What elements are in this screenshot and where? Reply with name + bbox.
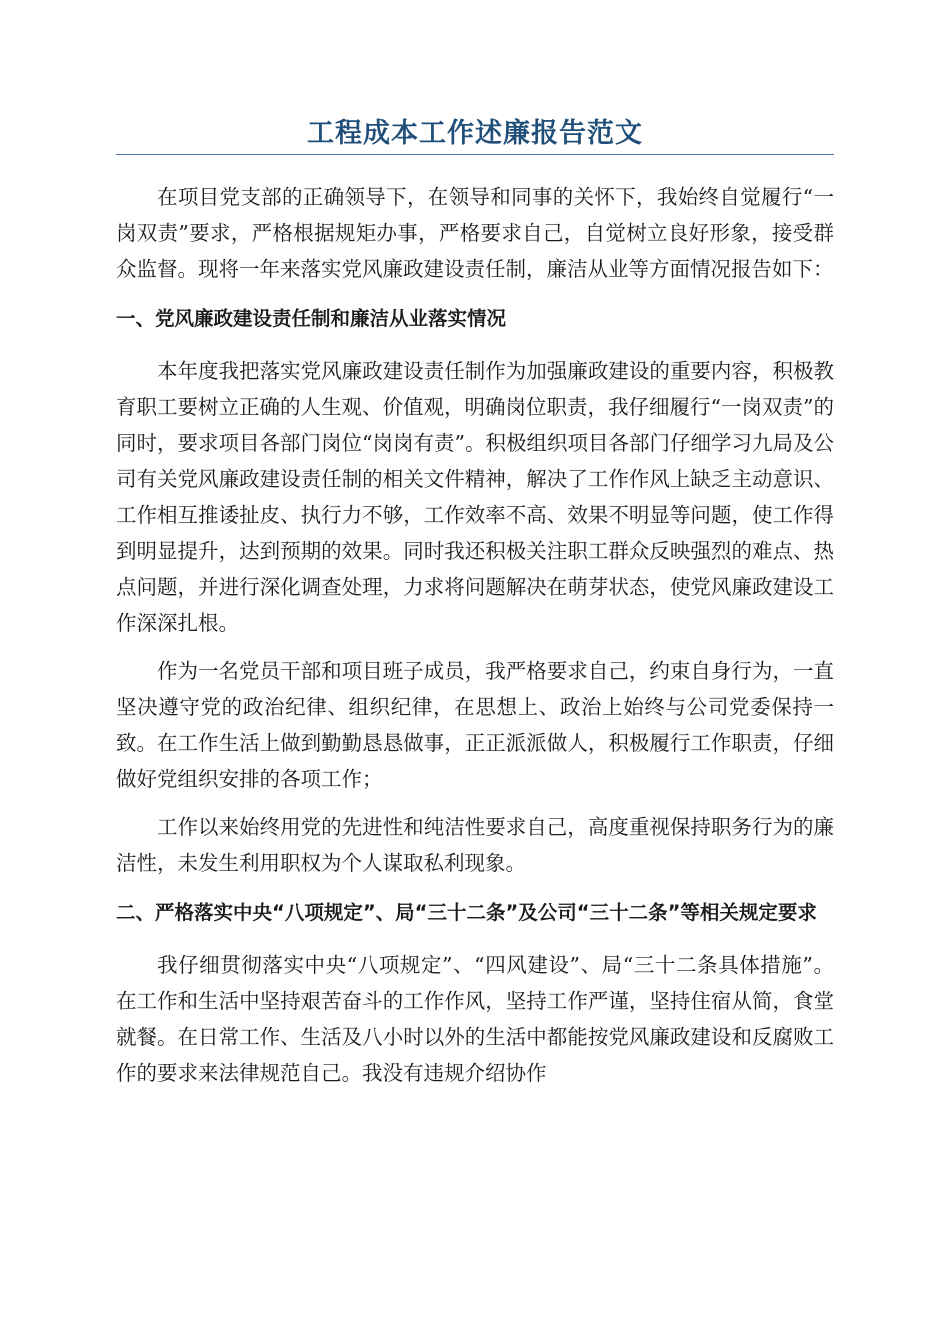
- section-heading-1: 一、党风廉政建设责任制和廉洁从业落实情况: [116, 307, 507, 330]
- section-1-paragraph-1: 本年度我把落实党风廉政建设责任制作为加强廉政建设的重要内容，积极教育职工要树立正确的人生观、价值观，明确岗位职责，我仔细履行“一岗双责”的同时，要求项目各部门岗位“岗岗有责”。积极组织项目各部门仔细学习九局及公司有关党风廉政建设责任制的相关文件精神，解决了工作作风上缺乏主动意识、工作相互推诿扯皮、执行力不够，工作效率不高、效果不明显等问题，使工作得到明显提升，达到预期的效果。同时我还积极关注职工群众反映强烈的难点、热点问题，并进行深化调查处理，力求将问题解决在萌芽状态，使党风廉政建设工作深深扎根。: [116, 359, 834, 635]
- section-heading-2: 二、严格落实中央“八项规定”、局“三十二条”及公司“三十二条”等相关规定要求: [116, 901, 817, 924]
- section-1-paragraph-3: 工作以来始终用党的先进性和纯洁性要求自己，高度重视保持职务行为的廉洁性，未发生利用职权为个人谋取私利现象。: [116, 815, 834, 875]
- document-title: 工程成本工作述廉报告范文: [116, 118, 834, 155]
- document-page: [116, 0, 834, 1091]
- intro-paragraph: 在项目党支部的正确领导下，在领导和同事的关怀下，我始终自觉履行“一岗双责”要求，严格根据规矩办事，严格要求自己，自觉树立良好形象，接受群众监督。现将一年来落实党风廉政建设责任制，廉洁从业等方面情况报告如下：: [116, 185, 834, 281]
- section-1-paragraph-2: 作为一名党员干部和项目班子成员，我严格要求自己，约束自身行为，一直坚决遵守党的政治纪律、组织纪律，在思想上、政治上始终与公司党委保持一致。在工作生活上做到勤勤恳恳做事，正正派派做人，积极履行工作职责，仔细做好党组织安排的各项工作；: [116, 659, 834, 791]
- section-2-paragraph-1: 我仔细贯彻落实中央“八项规定”、“四风建设”、局“三十二条具体措施”。在工作和生活中坚持艰苦奋斗的工作作风，坚持工作严谨，坚持住宿从简，食堂就餐。在日常工作、生活及八小时以外的生活中都能按党风廉政建设和反腐败工作的要求来法律规范自己。我没有违规介绍协作: [116, 953, 834, 1085]
